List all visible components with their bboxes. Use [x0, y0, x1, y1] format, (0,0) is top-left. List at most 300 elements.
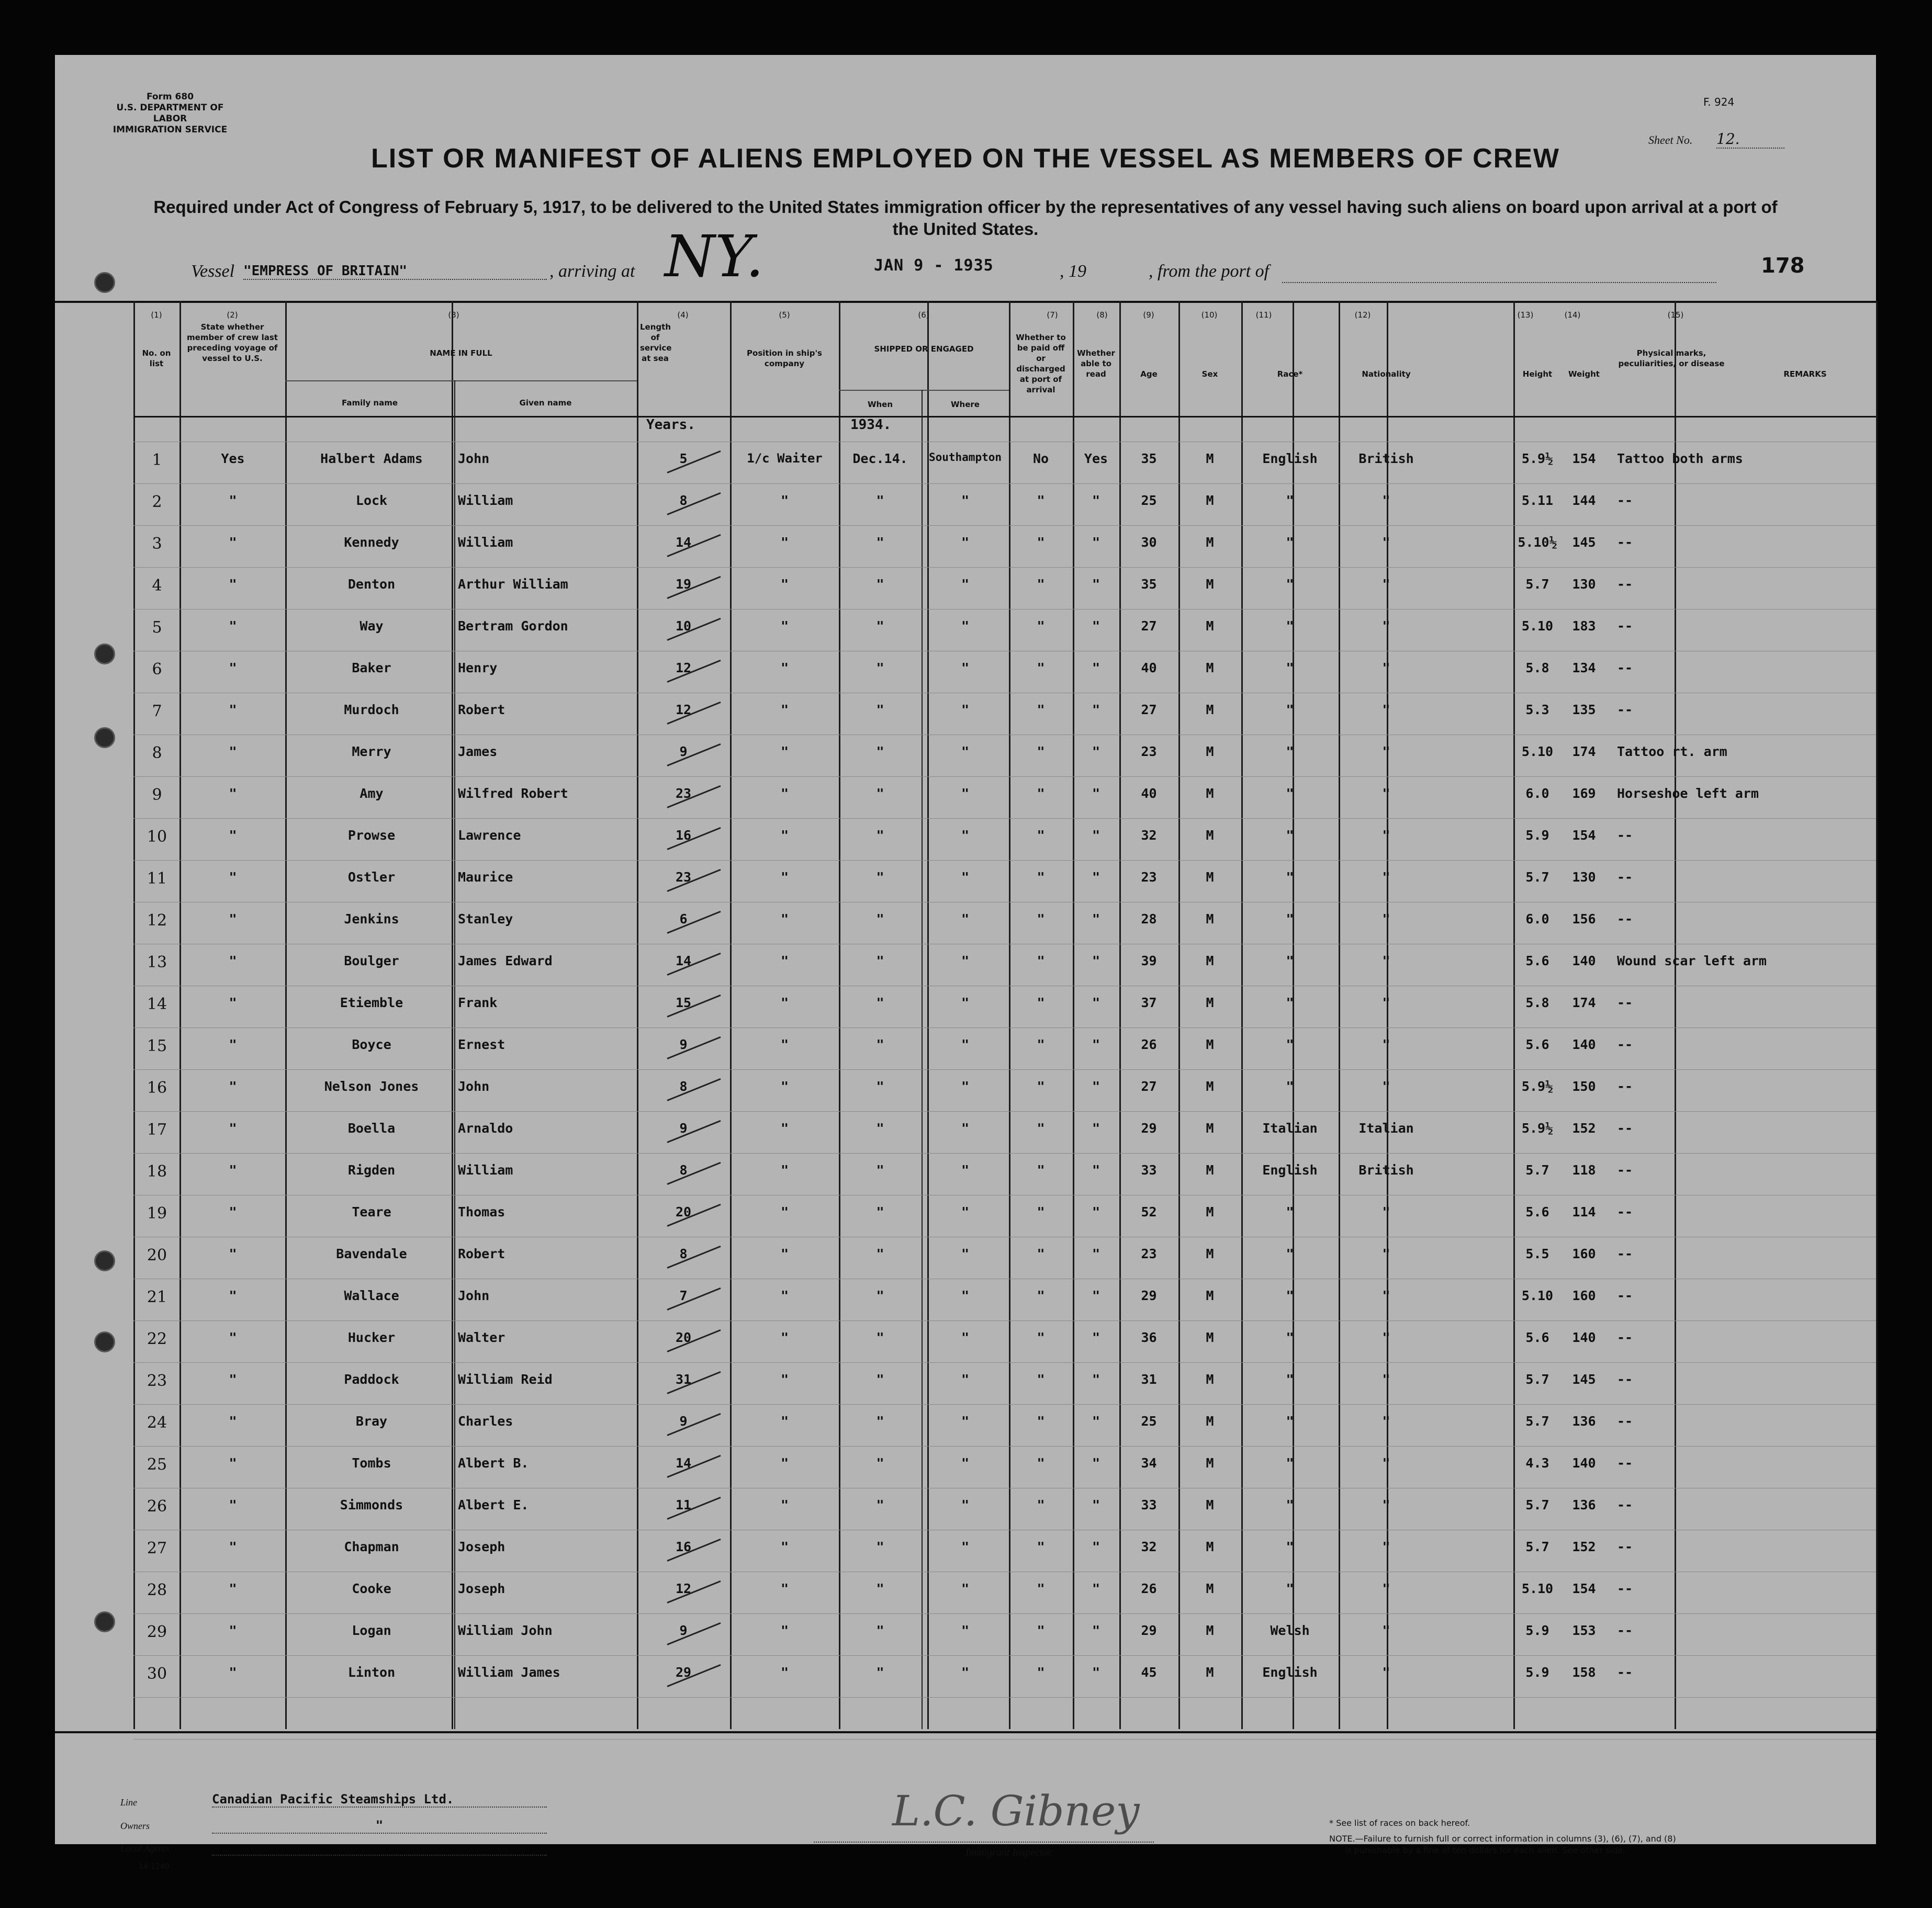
line-label: Line — [120, 1797, 138, 1808]
table-cell-marks: -- — [1617, 493, 1633, 508]
table-cell-no: 23 — [147, 1372, 167, 1390]
subheader-where: Where — [951, 400, 980, 409]
table-cell-nationality: " — [1382, 702, 1390, 717]
table-cell-marks: -- — [1617, 577, 1633, 592]
table-cell-given: Arnaldo — [458, 1121, 513, 1136]
table-cell-age: 31 — [1141, 1372, 1157, 1387]
table-cell-height: 5.7 — [1525, 1372, 1549, 1387]
table-cell-weight: 118 — [1572, 1162, 1596, 1178]
table-cell-service: 8 — [679, 1246, 688, 1261]
row-ruler — [133, 1320, 1876, 1321]
crew-table — [55, 301, 1876, 1733]
table-cell-given: Arthur William — [458, 577, 568, 592]
table-cell-family: Hucker — [347, 1330, 396, 1345]
column-number: (6) — [918, 310, 929, 320]
table-cell-sex: M — [1206, 828, 1214, 843]
table-cell-sex: M — [1206, 1497, 1214, 1512]
table-cell-family: Tombs — [352, 1455, 391, 1471]
table-cell-height: 5.7 — [1525, 1414, 1549, 1429]
table-cell-read: " — [1092, 577, 1100, 592]
table-cell-no: 25 — [147, 1455, 167, 1474]
table-cell-position: " — [780, 1121, 789, 1136]
table-cell-when: " — [876, 786, 884, 801]
page-title: LIST OR MANIFEST OF ALIENS EMPLOYED ON THE VESSEL AS MEMBERS OF CREW — [371, 143, 1560, 174]
column-rule — [1241, 301, 1243, 1729]
table-cell-prev: " — [229, 1079, 237, 1094]
table-cell-prev: " — [229, 493, 237, 508]
table-cell-when: " — [876, 1455, 884, 1471]
table-cell-height: 5.9½ — [1521, 1079, 1554, 1094]
table-cell-read: " — [1092, 535, 1100, 550]
column-rule — [637, 301, 638, 1729]
column-header: Position in ship's company — [747, 348, 822, 368]
table-cell-read: " — [1092, 953, 1100, 968]
table-cell-age: 27 — [1141, 618, 1157, 634]
table-cell-marks: -- — [1617, 618, 1633, 634]
table-cell-age: 29 — [1141, 1121, 1157, 1136]
table-cell-no: 20 — [147, 1246, 167, 1265]
table-cell-marks: -- — [1617, 1079, 1633, 1094]
table-cell-service: 19 — [675, 577, 692, 592]
table-cell-nationality: " — [1382, 493, 1390, 508]
column-rule — [133, 301, 135, 1729]
table-cell-where: " — [961, 702, 970, 717]
table-cell-position: " — [780, 1204, 789, 1220]
table-cell-race: " — [1286, 953, 1294, 968]
table-cell-no: 8 — [152, 744, 162, 762]
table-cell-service: 14 — [675, 953, 692, 968]
table-cell-marks: -- — [1617, 995, 1633, 1010]
manifest-sheet — [55, 55, 1876, 1871]
table-cell-sex: M — [1206, 786, 1214, 801]
table-cell-sex: M — [1206, 1372, 1214, 1387]
column-number: (2) — [227, 310, 238, 320]
table-cell-prev: " — [229, 660, 237, 675]
table-cell-when: " — [876, 744, 884, 759]
table-cell-when: " — [876, 1665, 884, 1680]
table-cell-read: " — [1092, 1288, 1100, 1303]
table-cell-nationality: " — [1382, 1497, 1390, 1512]
table-cell-race: Italian — [1262, 1121, 1318, 1136]
table-cell-nationality: " — [1382, 1288, 1390, 1303]
table-cell-where: " — [961, 1037, 970, 1052]
table-cell-race: " — [1286, 1288, 1294, 1303]
table-cell-where: " — [961, 1497, 970, 1512]
column-header: Whether to be paid off or discharged at port of arrival — [1016, 333, 1066, 394]
table-cell-marks: -- — [1617, 911, 1633, 927]
table-cell-when: " — [876, 828, 884, 843]
table-cell-family: Boella — [347, 1121, 396, 1136]
table-cell-weight: 140 — [1572, 953, 1596, 968]
column-rule — [1876, 301, 1878, 1729]
table-cell-service: 8 — [679, 493, 688, 508]
table-cell-nationality: " — [1382, 660, 1390, 675]
row-ruler — [133, 1655, 1876, 1656]
table-cell-age: 26 — [1141, 1037, 1157, 1052]
table-cell-no: 24 — [147, 1414, 167, 1432]
column-number: (10) — [1201, 310, 1218, 320]
table-cell-nationality: British — [1358, 451, 1414, 466]
table-cell-age: 23 — [1141, 1246, 1157, 1261]
table-cell-family: Kennedy — [344, 535, 399, 550]
table-cell-prev: " — [229, 1372, 237, 1387]
table-cell-no: 16 — [147, 1079, 167, 1097]
table-cell-weight: 145 — [1572, 1372, 1596, 1387]
subheader-when: When — [867, 400, 893, 409]
table-cell-nationality: " — [1382, 535, 1390, 550]
table-cell-when: " — [876, 953, 884, 968]
table-cell-prev: " — [229, 1330, 237, 1345]
column-number: (3) — [448, 310, 459, 320]
table-cell-height: 5.8 — [1525, 660, 1549, 675]
column-rule — [179, 301, 181, 1729]
table-cell-no: 5 — [152, 618, 162, 637]
table-cell-when: " — [876, 1581, 884, 1596]
table-cell-when: " — [876, 1037, 884, 1052]
table-cell-service: 9 — [679, 1414, 688, 1429]
table-cell-position: " — [780, 702, 789, 717]
table-cell-nationality: " — [1382, 911, 1390, 927]
table-cell-given: Ernest — [458, 1037, 506, 1052]
table-cell-read: " — [1092, 744, 1100, 759]
table-cell-no: 1 — [152, 451, 162, 469]
table-cell-prev: " — [229, 911, 237, 927]
column-header: Physical marks, peculiarities, or disease — [1618, 348, 1725, 368]
table-cell-height: 5.11 — [1521, 493, 1554, 508]
table-cell-service: 11 — [675, 1497, 692, 1512]
table-cell-family: Prowse — [347, 828, 396, 843]
table-cell-race: " — [1286, 493, 1294, 508]
table-cell-given: John — [458, 1288, 490, 1303]
table-cell-position: " — [780, 618, 789, 634]
table-cell-where: " — [961, 1581, 970, 1596]
table-cell-where: " — [961, 1204, 970, 1220]
table-cell-paid-off: " — [1037, 1665, 1045, 1680]
penalty-note-line-1: NOTE.—Failure to furnish full or correct information in columns (3), (6), (7), and (8) — [1329, 1834, 1676, 1844]
table-cell-family: Lock — [355, 493, 388, 508]
table-cell-read: " — [1092, 702, 1100, 717]
table-cell-age: 40 — [1141, 786, 1157, 801]
table-cell-given: James — [458, 744, 498, 759]
row-ruler — [133, 1069, 1876, 1070]
table-cell-height: 5.10 — [1521, 744, 1554, 759]
column-number: (8) — [1096, 310, 1108, 320]
table-cell-race: English — [1262, 1162, 1318, 1178]
table-cell-prev: " — [229, 1414, 237, 1429]
table-cell-given: James Edward — [458, 953, 553, 968]
table-cell-height: 4.3 — [1525, 1455, 1549, 1471]
table-cell-paid-off: " — [1037, 744, 1045, 759]
table-cell-prev: " — [229, 1539, 237, 1554]
table-cell-age: 33 — [1141, 1497, 1157, 1512]
table-cell-position: " — [780, 1079, 789, 1094]
table-cell-marks: -- — [1617, 1497, 1633, 1512]
table-cell-position: " — [780, 828, 789, 843]
table-cell-nationality: " — [1382, 618, 1390, 634]
table-cell-position: " — [780, 1162, 789, 1178]
row-ruler — [133, 1362, 1876, 1363]
table-cell-service: 23 — [675, 786, 692, 801]
table-cell-sex: M — [1206, 1037, 1214, 1052]
table-cell-sex: M — [1206, 1246, 1214, 1261]
table-cell-service: 12 — [675, 660, 692, 675]
table-cell-where: " — [961, 1330, 970, 1345]
table-cell-no: 14 — [147, 995, 167, 1013]
form-number: Form 680 — [146, 92, 194, 102]
row-ruler — [133, 1446, 1876, 1447]
table-cell-family: Cooke — [352, 1581, 391, 1596]
table-cell-marks: -- — [1617, 1455, 1633, 1471]
row-ruler — [133, 1613, 1876, 1614]
table-cell-sex: M — [1206, 451, 1214, 466]
table-cell-given: William — [458, 535, 513, 550]
table-cell-paid-off: " — [1037, 493, 1045, 508]
table-cell-given: John — [458, 1079, 490, 1094]
table-cell-paid-off: " — [1037, 1581, 1045, 1596]
table-cell-weight: 136 — [1572, 1497, 1596, 1512]
table-cell-where: Southampton — [928, 451, 1002, 464]
table-cell-where: " — [961, 1539, 970, 1554]
table-cell-race: " — [1286, 1246, 1294, 1261]
table-cell-height: 5.7 — [1525, 870, 1549, 885]
table-cell-service: 5 — [679, 451, 688, 466]
table-cell-weight: 140 — [1572, 1330, 1596, 1345]
row-ruler — [133, 567, 1876, 568]
table-cell-where: " — [961, 1079, 970, 1094]
table-cell-nationality: " — [1382, 1581, 1390, 1596]
table-cell-where: " — [961, 995, 970, 1010]
table-cell-position: " — [780, 1455, 789, 1471]
table-cell-age: 35 — [1141, 451, 1157, 466]
column-rule — [285, 301, 287, 1729]
table-cell-prev: " — [229, 577, 237, 592]
table-cell-nationality: " — [1382, 870, 1390, 885]
table-cell-prev: Yes — [221, 451, 245, 466]
column-header: NAME IN FULL — [430, 348, 492, 358]
table-cell-position: " — [780, 1037, 789, 1052]
table-cell-race: Welsh — [1270, 1623, 1310, 1638]
table-cell-age: 34 — [1141, 1455, 1157, 1471]
table-cell-race: " — [1286, 870, 1294, 885]
table-cell-position: " — [780, 995, 789, 1010]
table-cell-position: 1/c Waiter — [747, 451, 823, 466]
table-cell-read: " — [1092, 1455, 1100, 1471]
table-cell-marks: -- — [1617, 660, 1633, 675]
penalty-note-line-2: is punishable by a fine of ten dollars for each alien. See other side. — [1345, 1845, 1625, 1855]
table-cell-nationality: " — [1382, 1414, 1390, 1429]
subheader-family-name: Family name — [341, 398, 398, 408]
table-cell-read: " — [1092, 660, 1100, 675]
column-header: State whether member of crew last preceding voyage of vessel to U.S. — [187, 322, 278, 363]
year-label: , 19 — [1060, 262, 1086, 281]
table-cell-service: 14 — [675, 535, 692, 550]
table-cell-where: " — [961, 1162, 970, 1178]
table-cell-weight: 152 — [1572, 1121, 1596, 1136]
table-cell-read: " — [1092, 1372, 1100, 1387]
table-cell-nationality: " — [1382, 1037, 1390, 1052]
column-rule — [1675, 301, 1676, 1729]
table-cell-family: Boulger — [344, 953, 399, 968]
column-rule — [1387, 301, 1388, 1729]
table-cell-nationality: " — [1382, 744, 1390, 759]
row-ruler — [133, 1153, 1876, 1154]
table-cell-service: 6 — [679, 911, 688, 927]
table-cell-paid-off: " — [1037, 1330, 1045, 1345]
table-cell-weight: 160 — [1572, 1246, 1596, 1261]
table-cell-height: 5.7 — [1525, 1539, 1549, 1554]
table-cell-read: Yes — [1084, 451, 1108, 466]
table-cell-sex: M — [1206, 1079, 1214, 1094]
table-cell-no: 2 — [152, 493, 162, 511]
table-cell-weight: 136 — [1572, 1414, 1596, 1429]
table-cell-height: 5.6 — [1525, 1204, 1549, 1220]
table-cell-family: Paddock — [344, 1372, 399, 1387]
table-cell-age: 40 — [1141, 660, 1157, 675]
table-cell-paid-off: " — [1037, 577, 1045, 592]
table-cell-paid-off: " — [1037, 1372, 1045, 1387]
table-cell-nationality: " — [1382, 828, 1390, 843]
table-cell-paid-off: " — [1037, 953, 1045, 968]
table-cell-when: " — [876, 1121, 884, 1136]
table-cell-family: Wallace — [344, 1288, 399, 1303]
row-ruler — [133, 776, 1876, 777]
table-cell-position: " — [780, 1581, 789, 1596]
table-cell-read: " — [1092, 995, 1100, 1010]
table-cell-prev: " — [229, 744, 237, 759]
table-cell-weight: 140 — [1572, 1037, 1596, 1052]
table-cell-nationality: " — [1382, 1455, 1390, 1471]
table-cell-position: " — [780, 577, 789, 592]
table-cell-where: " — [961, 535, 970, 550]
table-cell-position: " — [780, 1414, 789, 1429]
table-cell-marks: -- — [1617, 1246, 1633, 1261]
table-cell-paid-off: " — [1037, 1497, 1045, 1512]
table-cell-service: 20 — [675, 1330, 692, 1345]
row-ruler — [133, 860, 1876, 861]
service-units: Years. — [646, 417, 695, 433]
table-cell-position: " — [780, 786, 789, 801]
table-cell-no: 17 — [147, 1121, 167, 1139]
table-cell-nationality: " — [1382, 577, 1390, 592]
table-cell-age: 29 — [1141, 1288, 1157, 1303]
table-cell-height: 5.10½ — [1518, 535, 1557, 550]
table-cell-height: 5.7 — [1525, 1162, 1549, 1178]
table-cell-given: Albert B. — [458, 1455, 529, 1471]
table-cell-prev: " — [229, 702, 237, 717]
table-cell-when: " — [876, 1246, 884, 1261]
table-cell-weight: 145 — [1572, 535, 1596, 550]
table-cell-race: " — [1286, 744, 1294, 759]
table-cell-race: English — [1262, 451, 1318, 466]
name-divider — [454, 380, 455, 1729]
table-cell-race: " — [1286, 1079, 1294, 1094]
table-cell-when: " — [876, 1539, 884, 1554]
table-cell-position: " — [780, 493, 789, 508]
table-cell-height: 5.9 — [1525, 828, 1549, 843]
column-header: Race* — [1277, 369, 1303, 379]
table-cell-paid-off: " — [1037, 1121, 1045, 1136]
table-cell-age: 26 — [1141, 1581, 1157, 1596]
table-cell-paid-off: " — [1037, 1204, 1045, 1220]
table-cell-height: 5.6 — [1525, 1037, 1549, 1052]
table-cell-age: 52 — [1141, 1204, 1157, 1220]
local-agents-field — [212, 1855, 547, 1856]
form-number-block — [102, 92, 238, 136]
table-cell-no: 7 — [152, 702, 162, 720]
punch-hole — [94, 1331, 115, 1352]
table-cell-service: 14 — [675, 1455, 692, 1471]
table-cell-age: 25 — [1141, 493, 1157, 508]
table-cell-read: " — [1092, 1665, 1100, 1680]
table-cell-read: " — [1092, 828, 1100, 843]
table-cell-read: " — [1092, 870, 1100, 885]
table-cell-marks: -- — [1617, 1372, 1633, 1387]
punch-hole — [94, 1611, 115, 1632]
table-cell-paid-off: " — [1037, 1539, 1045, 1554]
form-code: F. 924 — [1703, 96, 1735, 108]
table-cell-race: " — [1286, 577, 1294, 592]
table-cell-height: 5.10 — [1521, 1288, 1554, 1303]
table-cell-no: 21 — [147, 1288, 167, 1306]
table-cell-family: Amy — [360, 786, 384, 801]
table-cell-when: " — [876, 1162, 884, 1178]
table-cell-family: Halbert Adams — [320, 451, 423, 466]
service-name: IMMIGRATION SERVICE — [113, 125, 228, 135]
table-cell-sex: M — [1206, 911, 1214, 927]
table-cell-where: " — [961, 1665, 970, 1680]
table-cell-height: 5.10 — [1521, 618, 1554, 634]
table-cell-weight: 134 — [1572, 660, 1596, 675]
table-cell-paid-off: " — [1037, 660, 1045, 675]
table-cell-when: Dec.14. — [852, 451, 908, 466]
table-cell-position: " — [780, 1246, 789, 1261]
table-cell-race: " — [1286, 1037, 1294, 1052]
column-rule — [1178, 301, 1180, 1729]
table-cell-when: " — [876, 577, 884, 592]
table-cell-marks: Tattoo both arms — [1617, 451, 1743, 466]
table-cell-nationality: " — [1382, 1623, 1390, 1638]
table-cell-given: William — [458, 493, 513, 508]
row-ruler — [133, 483, 1876, 484]
table-cell-read: " — [1092, 1497, 1100, 1512]
column-header: No. on list — [142, 348, 171, 368]
table-cell-sex: M — [1206, 1581, 1214, 1596]
table-cell-sex: M — [1206, 1665, 1214, 1680]
sheet-number-label: Sheet No. — [1648, 133, 1693, 146]
table-cell-when: " — [876, 1288, 884, 1303]
local-agents-label: Local Agents — [120, 1843, 170, 1854]
table-cell-race: " — [1286, 1414, 1294, 1429]
column-number: (13) — [1517, 310, 1534, 320]
table-cell-family: Bavendale — [336, 1246, 407, 1261]
column-header: Whether able to read — [1077, 348, 1115, 379]
table-cell-height: 5.9½ — [1521, 451, 1554, 466]
table-cell-prev: " — [229, 1121, 237, 1136]
table-cell-sex: M — [1206, 1162, 1214, 1178]
table-cell-given: Joseph — [458, 1581, 506, 1596]
table-cell-nationality: British — [1358, 1162, 1414, 1178]
table-cell-height: 5.5 — [1525, 1246, 1549, 1261]
table-cell-weight: 174 — [1572, 744, 1596, 759]
column-rule — [927, 301, 929, 1729]
table-cell-race: " — [1286, 1455, 1294, 1471]
table-cell-marks: -- — [1617, 1162, 1633, 1178]
table-cell-service: 15 — [675, 995, 692, 1010]
table-cell-no: 9 — [152, 786, 162, 804]
table-cell-sex: M — [1206, 702, 1214, 717]
punch-hole — [94, 272, 115, 293]
table-cell-where: " — [961, 786, 970, 801]
